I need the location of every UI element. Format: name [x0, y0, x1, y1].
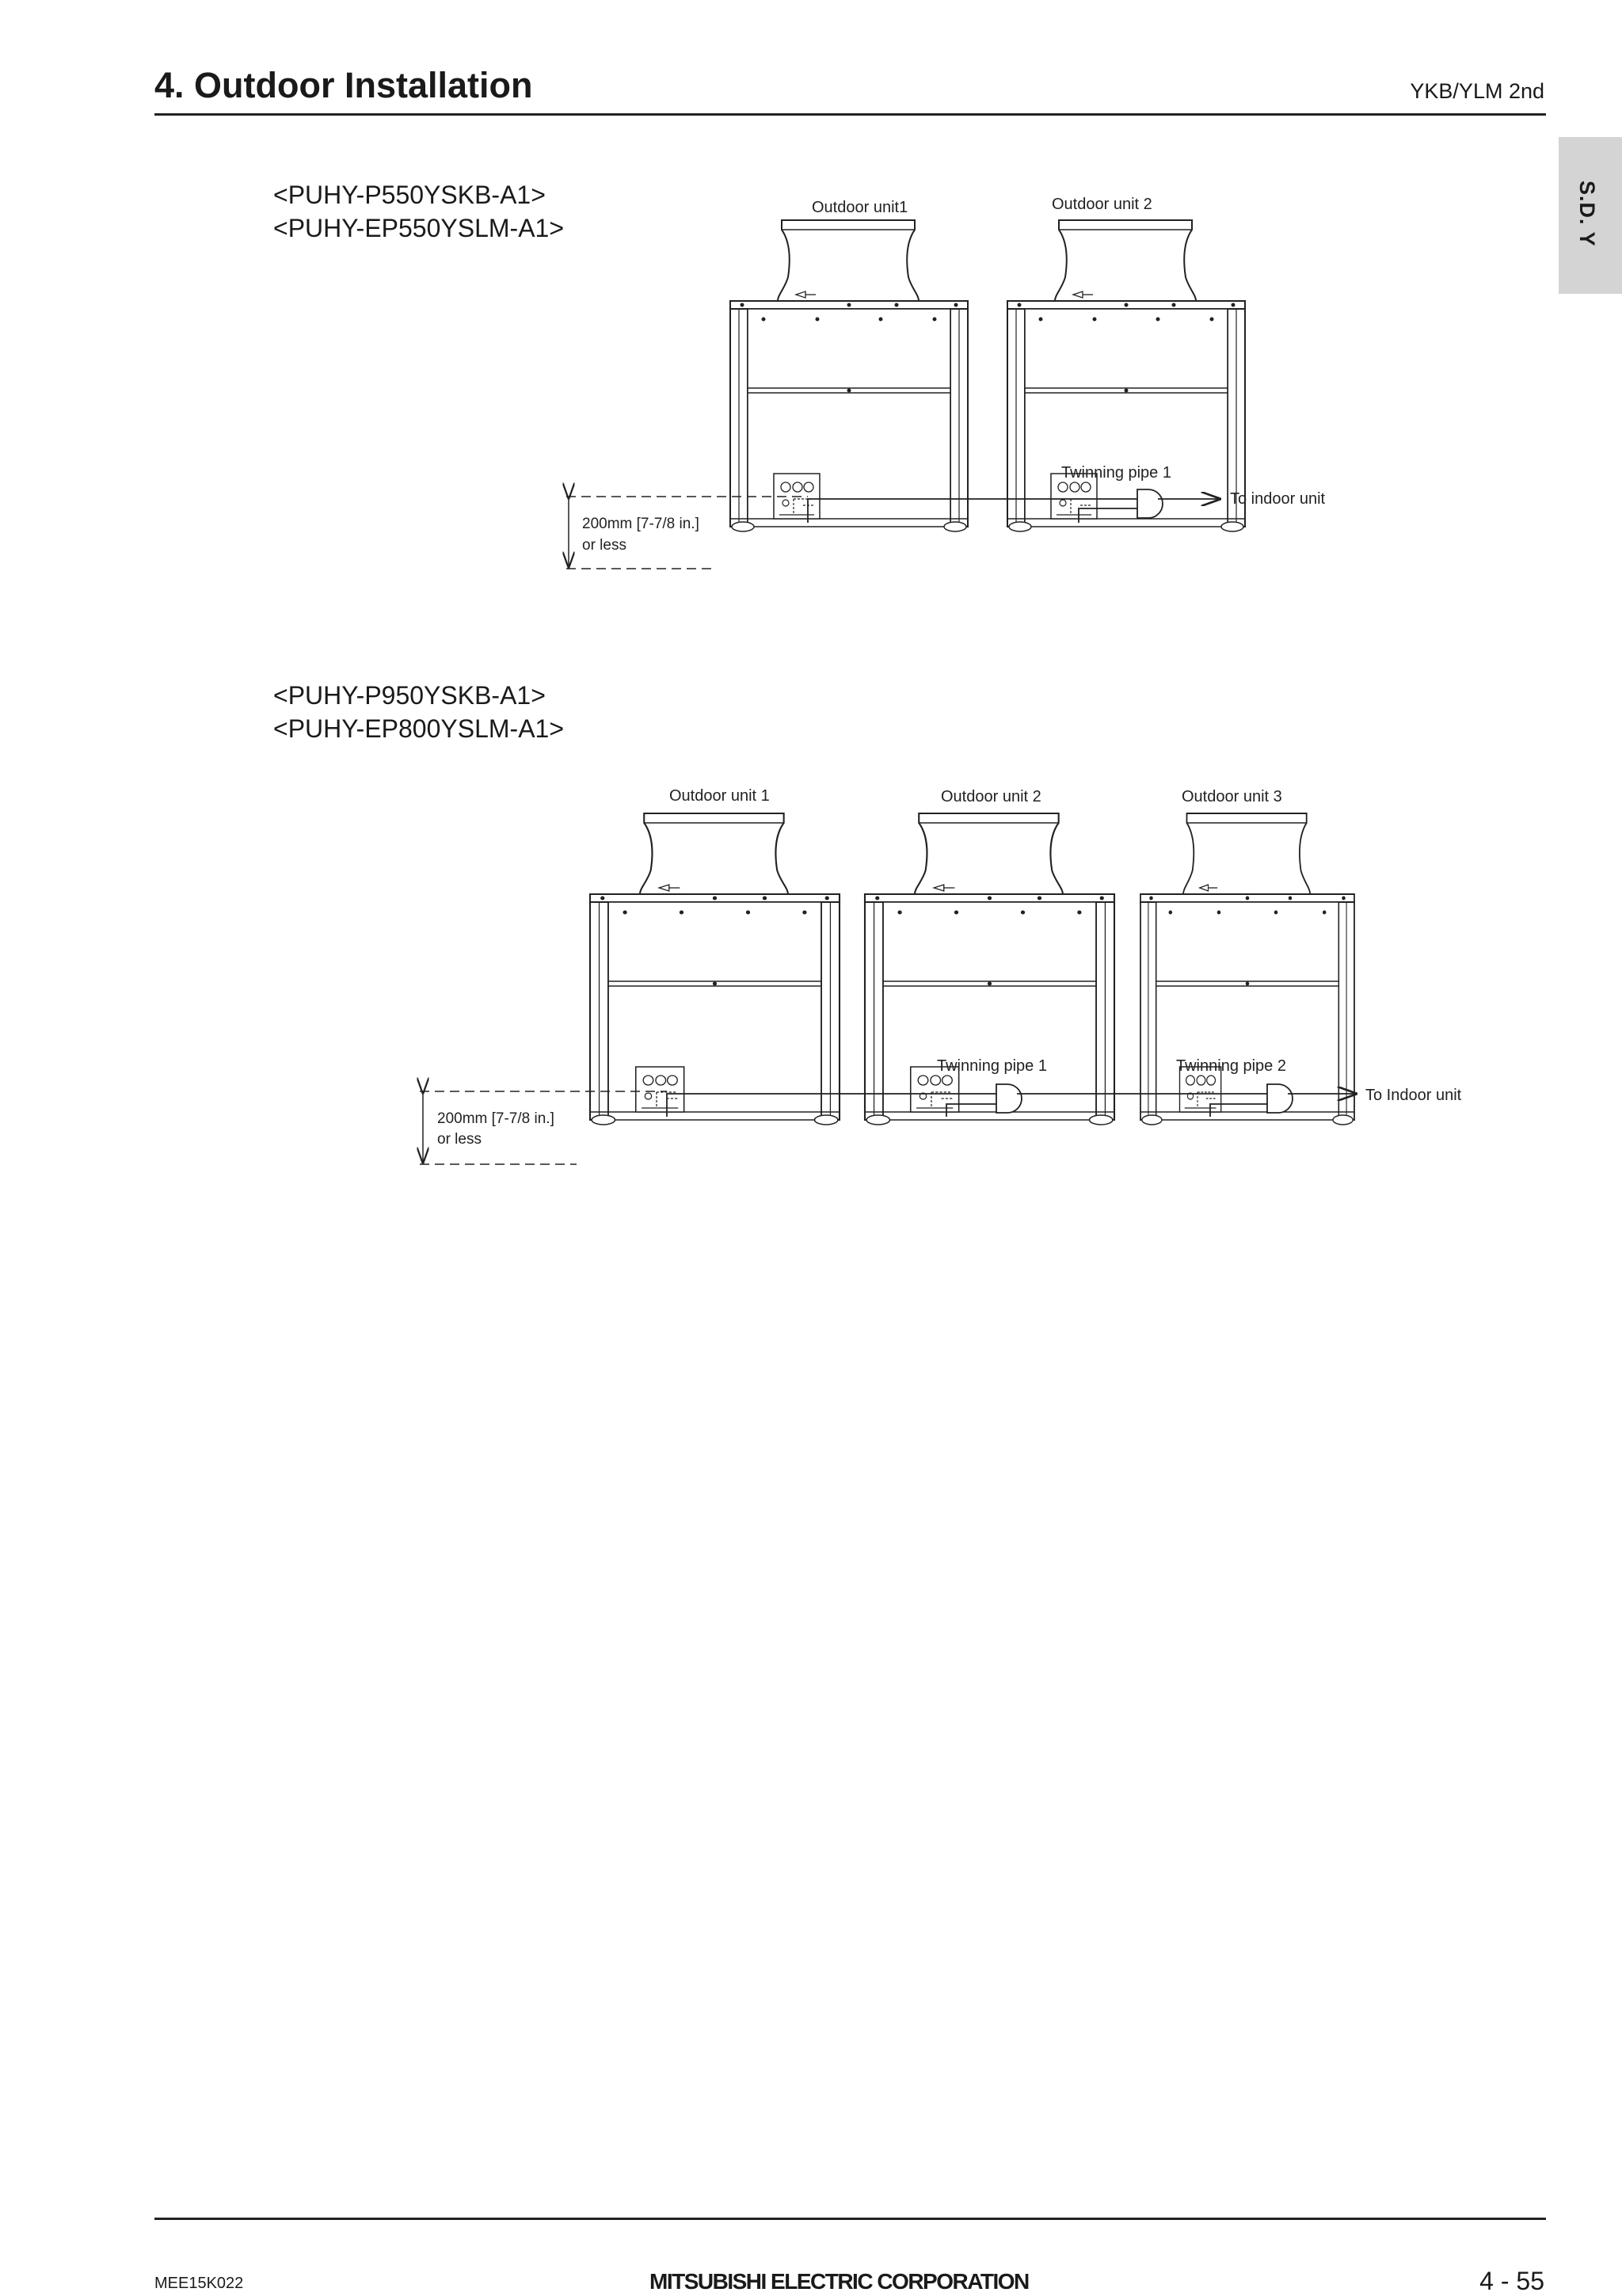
section2-model-2: <PUHY-EP800YSLM-A1>	[273, 714, 565, 743]
twinning-pipe-1-label: Twinning pipe 1	[937, 1057, 1047, 1075]
outdoor-unit-1	[730, 220, 968, 531]
model-series: YKB/YLM 2nd	[1410, 79, 1544, 103]
document-code: MEE15K022	[154, 2275, 244, 2292]
outdoor-unit-1	[590, 813, 840, 1125]
dimension-label: 200mm [7-7/8 in.]	[437, 1110, 554, 1127]
dimension-sublabel: or less	[582, 537, 626, 554]
footer-divider	[154, 2218, 1546, 2220]
side-tab-label: S.D. Y	[1575, 181, 1599, 247]
outdoor-unit-2	[1007, 220, 1245, 531]
company-name: MITSUBISHI ELECTRIC CORPORATION	[649, 2269, 1029, 2294]
unit-2-label: Outdoor unit 2	[1052, 196, 1152, 213]
outdoor-unit-2	[865, 813, 1114, 1125]
twinning-pipe-1-label: Twinning pipe 1	[1061, 464, 1171, 482]
dimension-sublabel: or less	[437, 1131, 482, 1148]
section2-model-1: <PUHY-P950YSKB-A1>	[273, 681, 546, 710]
diagram-1	[566, 196, 1326, 569]
unit-2-label: Outdoor unit 2	[941, 788, 1041, 805]
page-number: 4 - 55	[1479, 2267, 1544, 2295]
outdoor-unit-3	[1140, 813, 1354, 1125]
twinning-pipe-2-label: Twinning pipe 2	[1176, 1057, 1286, 1075]
unit-3-label: Outdoor unit 3	[1182, 788, 1282, 805]
section1-model-1: <PUHY-P550YSKB-A1>	[273, 181, 546, 209]
unit-1-label: Outdoor unit1	[812, 199, 908, 216]
diagram-2	[420, 787, 1462, 1164]
dimension-label: 200mm [7-7/8 in.]	[582, 516, 699, 532]
destination-label: To indoor unit	[1230, 490, 1326, 508]
page-title: 4. Outdoor Installation	[154, 65, 533, 105]
section1-model-2: <PUHY-EP550YSLM-A1>	[273, 214, 565, 242]
unit-1-label: Outdoor unit 1	[669, 787, 770, 805]
destination-label: To Indoor unit	[1365, 1087, 1462, 1104]
